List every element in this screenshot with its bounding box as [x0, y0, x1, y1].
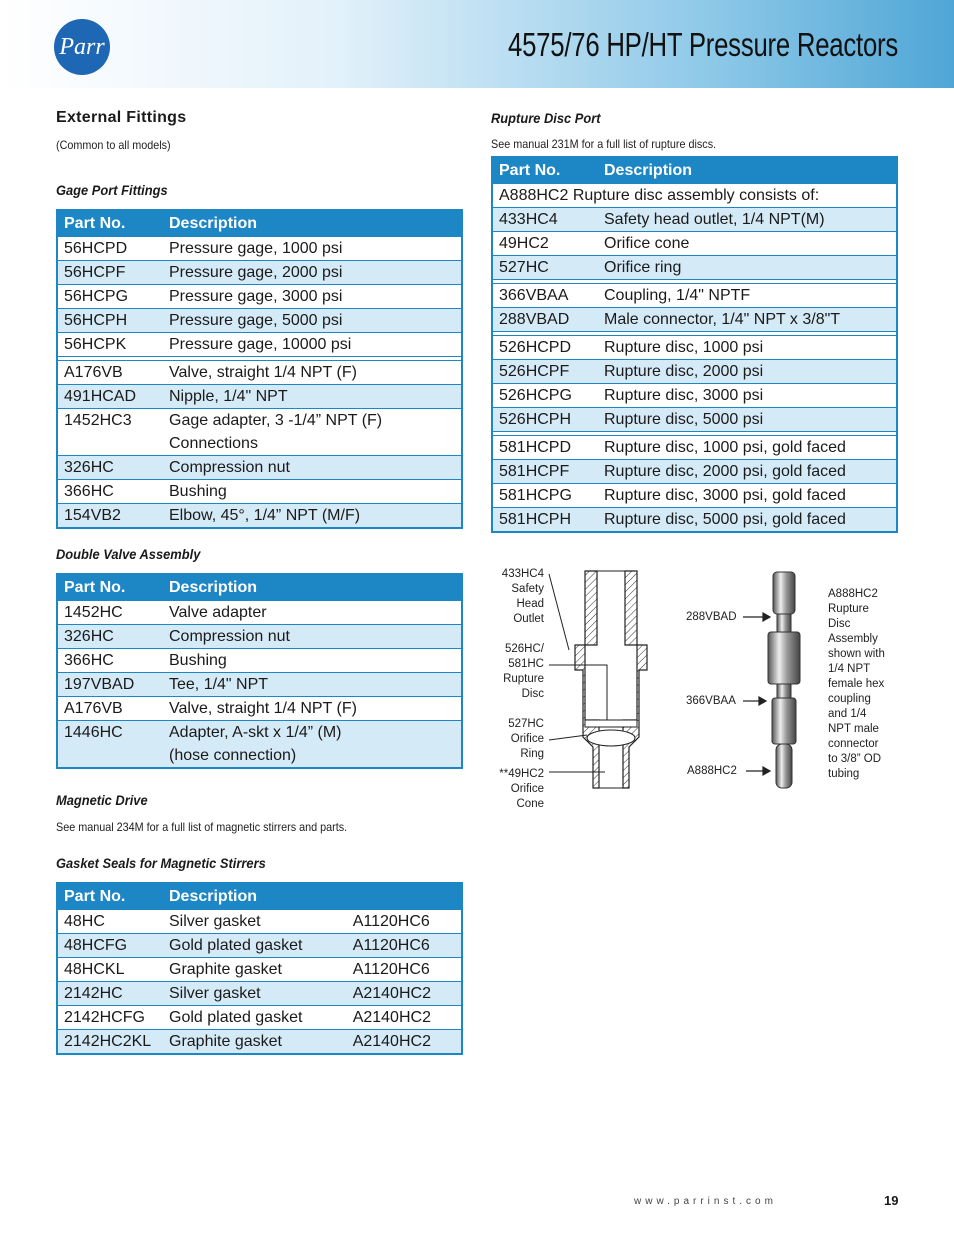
label-366vbaa: 366VBAA	[686, 695, 736, 707]
part-number-cell: A176VB	[57, 697, 163, 721]
part-number-cell: 56HCPG	[57, 285, 163, 309]
description-cell: Pressure gage, 3000 psi	[163, 285, 462, 309]
assembly-caption: A888HC2 Rupture Disc Assembly shown with 1/4 NPT female hex coupling and 1/4 NPT male connector to 3/8” OD tubing	[828, 588, 885, 780]
table-row	[57, 385, 462, 409]
description-cell: Graphite gasket	[163, 1030, 347, 1055]
description-cell: Safety head outlet, 1/4 NPT(M)	[598, 208, 897, 232]
part-number-cell: 526HCPD	[492, 336, 598, 360]
assembly-description: A888HC2 Rupture disc assembly consists of:	[492, 184, 897, 208]
table-header-row	[492, 157, 897, 184]
label-49hc2: **49HC2 Orifice Cone	[499, 768, 544, 810]
description-cell: Graphite gasket	[163, 958, 347, 982]
table-row	[492, 508, 897, 533]
part-number-cell: 56HCPD	[57, 237, 163, 261]
part-number-cell: 48HCFG	[57, 934, 163, 958]
assembly-row	[492, 184, 897, 208]
kit-number-cell: A2140HC2	[347, 1030, 462, 1055]
part-number-cell: 491HCAD	[57, 385, 163, 409]
part-number-cell: 2142HC	[57, 982, 163, 1006]
table-row	[57, 285, 462, 309]
gasket-seals-title: Gasket Seals for Magnetic Stirrers	[56, 855, 266, 871]
label-527hc: 527HC Orifice Ring	[508, 718, 544, 760]
label-288vbad: 288VBAD	[686, 611, 737, 623]
rupture-disc-assembly-drawing	[768, 572, 800, 788]
part-number-cell: 526HCPG	[492, 384, 598, 408]
label-526hc: 526HC/ 581HC Rupture Disc	[503, 643, 544, 700]
part-number-cell: 366VBAA	[492, 284, 598, 308]
table-row	[57, 409, 462, 456]
kit-number-cell: A2140HC2	[347, 1006, 462, 1030]
table-row	[57, 1006, 462, 1030]
description-cell: Pressure gage, 5000 psi	[163, 309, 462, 333]
table-row	[57, 333, 462, 357]
page-header	[0, 0, 954, 88]
column-header-part-no: Part No.	[492, 157, 598, 184]
table-row	[492, 360, 897, 384]
page-title: 4575/76 HP/HT Pressure Reactors	[508, 26, 898, 63]
table-row	[57, 456, 462, 480]
rupture-disc-title: Rupture Disc Port	[491, 110, 601, 126]
footer-url: www.parrinst.com	[634, 1196, 777, 1207]
description-cell: Coupling, 1/4" NPTF	[598, 284, 897, 308]
table-row	[57, 649, 462, 673]
description-cell: Rupture disc, 5000 psi	[598, 408, 897, 432]
part-number-cell: 581HCPD	[492, 436, 598, 460]
table-row	[57, 934, 462, 958]
part-number-cell: 48HCKL	[57, 958, 163, 982]
description-cell: Gold plated gasket	[163, 934, 347, 958]
label-433hc4: 433HC4 Safety Head Outlet	[501, 568, 544, 625]
part-number-cell: 56HCPK	[57, 333, 163, 357]
description-cell: Bushing	[163, 480, 462, 504]
description-cell: Rupture disc, 2000 psi, gold faced	[598, 460, 897, 484]
kit-number-cell: A1120HC6	[347, 958, 462, 982]
table-row	[492, 336, 897, 360]
description-cell: Valve adapter	[163, 601, 462, 625]
safety-head-cross-section	[575, 571, 647, 788]
part-number-cell: 581HCPF	[492, 460, 598, 484]
description-cell: Pressure gage, 1000 psi	[163, 237, 462, 261]
part-number-cell: 56HCPF	[57, 261, 163, 285]
description-cell: Male connector, 1/4" NPT x 3/8"T	[598, 308, 897, 332]
part-number-cell: 48HC	[57, 910, 163, 934]
description-cell: Rupture disc, 5000 psi, gold faced	[598, 508, 897, 533]
table-row	[57, 673, 462, 697]
table-row	[492, 460, 897, 484]
description-cell: Elbow, 45°, 1/4” NPT (M/F)	[163, 504, 462, 529]
part-number-cell: 1446HC	[57, 721, 163, 769]
part-number-cell: 326HC	[57, 456, 163, 480]
description-cell: Pressure gage, 2000 psi	[163, 261, 462, 285]
double-valve-table	[56, 573, 463, 769]
table-row	[492, 256, 897, 280]
table-row	[492, 308, 897, 332]
table-row	[57, 237, 462, 261]
table-row	[57, 625, 462, 649]
table-row	[57, 697, 462, 721]
part-number-cell: 1452HC3	[57, 409, 163, 456]
table-row	[492, 408, 897, 432]
table-header-row	[57, 574, 462, 601]
description-cell: Compression nut	[163, 625, 462, 649]
part-number-cell: 366HC	[57, 649, 163, 673]
part-number-cell: 2142HCFG	[57, 1006, 163, 1030]
table-row	[492, 208, 897, 232]
description-cell: Compression nut	[163, 456, 462, 480]
table-row	[492, 436, 897, 460]
table-row	[492, 232, 897, 256]
table-row	[57, 721, 462, 769]
magnetic-drive-title: Magnetic Drive	[56, 792, 148, 808]
description-cell: Bushing	[163, 649, 462, 673]
part-number-cell: 197VBAD	[57, 673, 163, 697]
gasket-seals-table	[56, 882, 463, 1055]
table-row	[57, 910, 462, 934]
part-number-cell: 2142HC2KL	[57, 1030, 163, 1055]
description-cell: Rupture disc, 3000 psi	[598, 384, 897, 408]
external-fittings-note: (Common to all models)	[56, 138, 171, 152]
part-number-cell: 527HC	[492, 256, 598, 280]
description-cell: Gage adapter, 3 -1/4” NPT (F) Connections	[163, 409, 462, 456]
table-row	[57, 480, 462, 504]
description-cell: Rupture disc, 1000 psi	[598, 336, 897, 360]
column-header-description: Description	[163, 210, 462, 237]
part-number-cell: A176VB	[57, 361, 163, 385]
part-number-cell: 581HCPG	[492, 484, 598, 508]
table-header-row	[57, 210, 462, 237]
description-cell: Silver gasket	[163, 982, 347, 1006]
description-cell: Tee, 1/4" NPT	[163, 673, 462, 697]
table-row	[57, 982, 462, 1006]
part-number-cell: 154VB2	[57, 504, 163, 529]
table-header-row	[57, 883, 462, 910]
description-cell: Rupture disc, 2000 psi	[598, 360, 897, 384]
part-number-cell: 49HC2	[492, 232, 598, 256]
description-cell: Valve, straight 1/4 NPT (F)	[163, 361, 462, 385]
description-cell: Rupture disc, 3000 psi, gold faced	[598, 484, 897, 508]
table-row	[492, 284, 897, 308]
rupture-disc-note: See manual 231M for a full list of rupture discs.	[491, 137, 717, 151]
description-cell: Orifice cone	[598, 232, 897, 256]
external-fittings-heading: External Fittings	[56, 109, 187, 126]
column-header-part-no: Part No.	[57, 574, 163, 601]
description-cell: Silver gasket	[163, 910, 347, 934]
gage-port-title: Gage Port Fittings	[56, 182, 168, 198]
kit-number-cell: A1120HC6	[347, 910, 462, 934]
part-number-cell: 526HCPH	[492, 408, 598, 432]
description-cell: Rupture disc, 1000 psi, gold faced	[598, 436, 897, 460]
column-header-description: Description	[598, 157, 897, 184]
label-a888hc2: A888HC2	[687, 765, 737, 777]
part-number-cell: 288VBAD	[492, 308, 598, 332]
table-row	[57, 309, 462, 333]
table-row	[57, 361, 462, 385]
description-cell: Nipple, 1/4" NPT	[163, 385, 462, 409]
column-header-description: Description	[163, 574, 462, 601]
parr-logo: Parr	[54, 19, 110, 75]
table-row	[492, 484, 897, 508]
table-row	[57, 958, 462, 982]
magnetic-drive-note: See manual 234M for a full list of magnetic stirrers and parts.	[56, 820, 348, 834]
part-number-cell: 366HC	[57, 480, 163, 504]
gage-port-table	[56, 209, 463, 529]
double-valve-title: Double Valve Assembly	[56, 546, 201, 562]
kit-number-cell: A2140HC2	[347, 982, 462, 1006]
description-cell: Gold plated gasket	[163, 1006, 347, 1030]
column-header-description: Description	[163, 883, 462, 910]
part-number-cell: 326HC	[57, 625, 163, 649]
part-number-cell: 581HCPH	[492, 508, 598, 533]
kit-number-cell: A1120HC6	[347, 934, 462, 958]
part-number-cell: 56HCPH	[57, 309, 163, 333]
table-row	[57, 504, 462, 529]
part-number-cell: 1452HC	[57, 601, 163, 625]
table-row	[57, 261, 462, 285]
description-cell: Valve, straight 1/4 NPT (F)	[163, 697, 462, 721]
table-row	[492, 384, 897, 408]
description-cell: Pressure gage, 10000 psi	[163, 333, 462, 357]
description-cell: Adapter, A-skt x 1/4” (M) (hose connection)	[163, 721, 462, 769]
description-cell: Orifice ring	[598, 256, 897, 280]
table-row	[57, 601, 462, 625]
column-header-part-no: Part No.	[57, 210, 163, 237]
column-header-part-no: Part No.	[57, 883, 163, 910]
page-number: 19	[884, 1193, 899, 1208]
rupture-disc-table	[491, 156, 898, 533]
part-number-cell: 526HCPF	[492, 360, 598, 384]
part-number-cell: 433HC4	[492, 208, 598, 232]
table-row	[57, 1030, 462, 1055]
